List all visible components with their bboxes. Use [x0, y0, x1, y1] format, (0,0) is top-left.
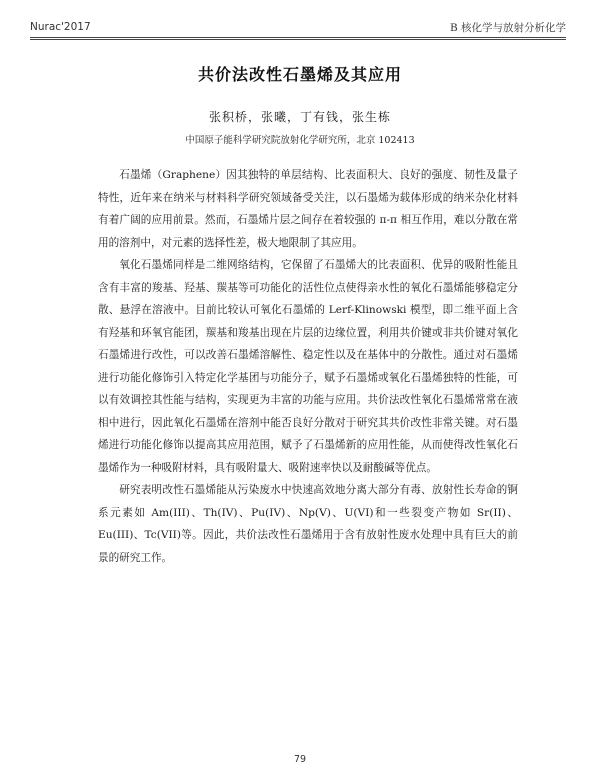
author-list: 张积桥，张曦，丁有钱，张生栋: [208, 110, 391, 124]
body-text: [98, 164, 518, 569]
header-rule-secondary: [30, 39, 566, 40]
paragraph-graphene-oxide: 氧化石墨烯同样是二维网络结构，它保留了石墨烯大的比表面积、优异的吸附性能且含有丰富的羧基、羟基、羰基等可功能化的活性位点使得亲水性的氧化石墨烯能够稳定分散、悬浮在溶液中。目前比较认可氧化石墨烯的 Lerf-Klinowski 模型，即二维平面上含有羟基和环氧官能团，羰基和羧基出现在片层的边缘位置，利用共价键或非共价键对氧化石墨烯进行改性，可以改善石墨烯溶解性、稳定性以及在基体中的分散性。通过对石墨烯进行功能化修饰引入特定化学基团与功能分子，赋予石墨烯或氧化石墨烯独特的性能，可以有效调控其性能与结构，实现更为丰富的功能与应用。共价法改性氧化石墨烯常常在液相中进行，因此氧化石墨烯在溶剂中能否良好分散对于研究其共价改性非常关键。对石墨烯进行功能化修饰以提高其应用范围，赋予了石墨烯新的应用性能，从而使得改性氧化石墨烯作为一种吸附材料，具有吸附量大、吸附速率快以及耐酸碱等优点。: [98, 259, 518, 474]
affiliation: 中国原子能科学研究院放射化学研究所，北京 102413: [185, 135, 415, 146]
paragraph-applications: 研究表明改性石墨烯能从污染废水中快速高效地分离大部分有毒、放射性长寿命的锕系元素如 Am(III)、Th(IV)、Pu(IV)、Np(V)、U(VI)和一些裂变产物如 Sr(II)、Eu(III)、Tc(VII)等。因此，共价法改性石墨烯用于含有放射性废水处理中具有巨大的前景的研究工作。: [98, 484, 518, 564]
paper-title: 共价法改性石墨烯及其应用: [197, 65, 402, 84]
paragraph-intro: 石墨烯（Graphene）因其独特的单层结构、比表面积大、良好的强度、韧性及量子特性，近年来在纳米与材料科学研究领域备受关注，以石墨烯为载体形成的纳米杂化材料有着广阔的应用前景。然而，石墨烯片层之间存在着较强的 π-π 相互作用，难以分散在常用的溶剂中，对元素的选择性差，极大地限制了其应用。: [98, 169, 518, 249]
running-header: [30, 20, 566, 38]
section-label: B 核化学与放射分析化学: [449, 22, 566, 34]
conference-label: Nurac'2017: [30, 21, 91, 33]
header-rule: [30, 37, 566, 38]
page-number: 79: [293, 754, 307, 765]
